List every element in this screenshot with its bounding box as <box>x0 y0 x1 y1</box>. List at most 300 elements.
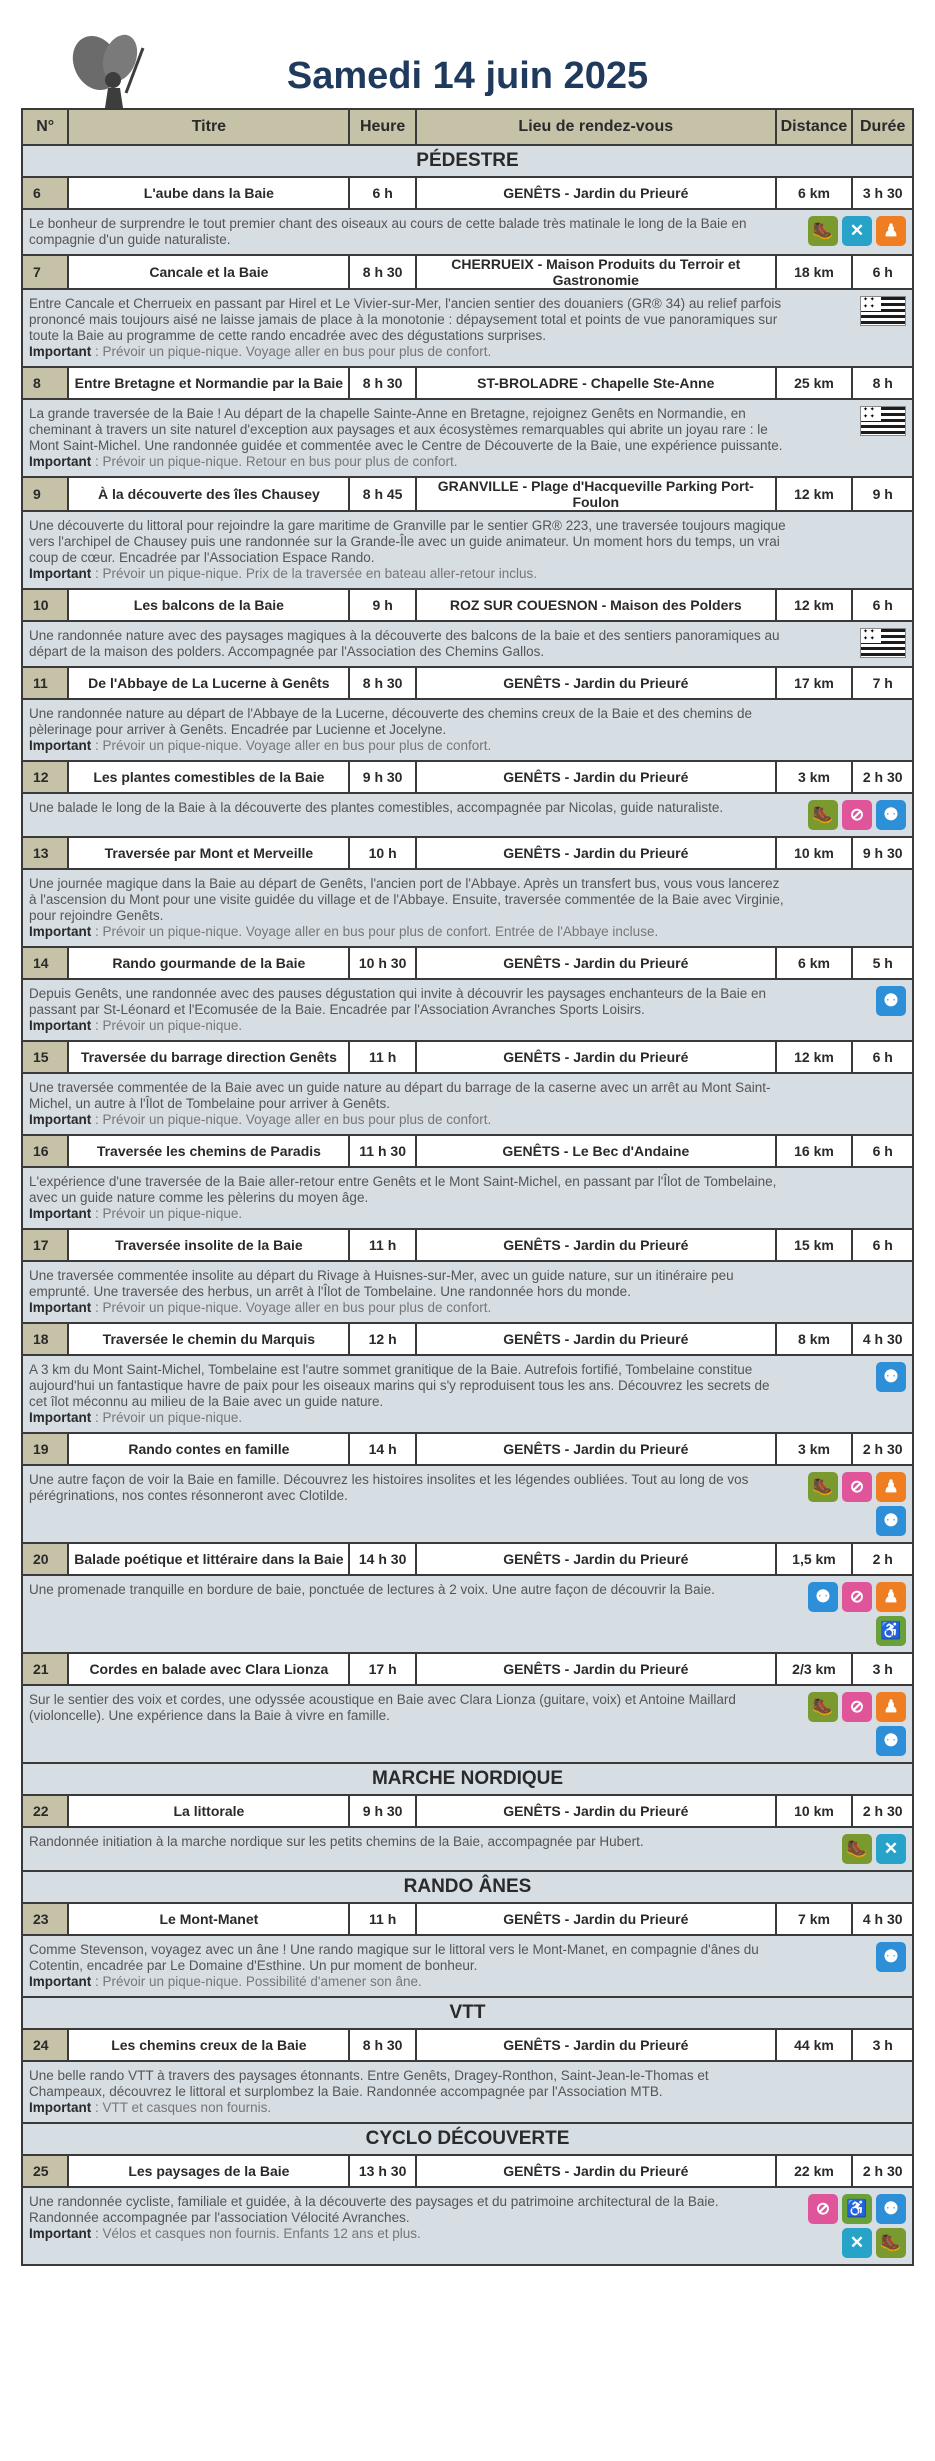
description-text: Le bonheur de surprendre le tout premier chant des oiseaux au cours de cette balade très matinale le long de la Baie en compagnie d'un guide naturaliste. <box>29 216 747 247</box>
activity-duration: 6 h <box>852 589 913 621</box>
activity-number: 17 <box>22 1229 68 1261</box>
activity-description <box>29 1942 786 1990</box>
activity-number: 6 <box>22 177 68 209</box>
activity-row <box>22 1795 913 1827</box>
children-icon: ⚉ <box>876 800 906 830</box>
page-header <box>0 0 935 110</box>
family-icon: ♟ <box>876 1582 906 1612</box>
activity-description-cell <box>22 1685 913 1763</box>
activity-description-row <box>22 1827 913 1871</box>
important-text: Prévoir un pique-nique. Retour en bus pour plus de confort. <box>102 454 458 469</box>
activity-place: GENÊTS - Jardin du Prieuré <box>416 947 776 979</box>
activity-icons <box>794 1692 906 1756</box>
activity-time: 8 h 45 <box>349 477 416 511</box>
col-title-header: Titre <box>68 109 349 145</box>
activity-place: ST-BROLADRE - Chapelle Ste-Anne <box>416 367 776 399</box>
description-text: Une randonnée nature au départ de l'Abbaye de la Lucerne, découverte des chemins creux de la Baie et des chemins de pèlerinage pour arriver à Genêts. Encadrée par Lucienne et Jocelyne. <box>29 706 753 737</box>
activity-row <box>22 367 913 399</box>
activity-duration: 6 h <box>852 1229 913 1261</box>
activity-place: GRANVILLE - Plage d'Hacqueville Parking Port-Foulon <box>416 477 776 511</box>
activity-row <box>22 761 913 793</box>
activity-distance: 22 km <box>776 2155 853 2187</box>
no-stroller-icon: ⊘ <box>842 800 872 830</box>
activity-description-cell <box>22 1073 913 1135</box>
activity-duration: 2 h 30 <box>852 761 913 793</box>
activity-place: GENÊTS - Jardin du Prieuré <box>416 667 776 699</box>
breton-flag-icon <box>860 406 906 436</box>
description-text: Une autre façon de voir la Baie en famille. Découvrez les histoires insolites et les légendes oubliées. Tout au long de vos pérégrinations, nos contes résonneront avec Clotilde. <box>29 1472 749 1503</box>
section-header <box>22 1997 913 2029</box>
activity-description <box>29 1362 786 1426</box>
important-separator: : <box>91 1206 103 1221</box>
section-title: MARCHE NORDIQUE <box>22 1763 913 1795</box>
activity-description <box>29 800 786 816</box>
family-icon: ♟ <box>876 216 906 246</box>
activity-row <box>22 1229 913 1261</box>
activity-description-cell <box>22 209 913 255</box>
activity-number: 25 <box>22 2155 68 2187</box>
children-icon: ⚉ <box>876 986 906 1016</box>
activity-number: 10 <box>22 589 68 621</box>
section-title: RANDO ÂNES <box>22 1871 913 1903</box>
activity-description <box>29 1834 786 1850</box>
activity-duration: 2 h 30 <box>852 2155 913 2187</box>
activity-title: Les plantes comestibles de la Baie <box>68 761 349 793</box>
description-text: Une journée magique dans la Baie au départ de Genêts, l'ancien port de l'Abbaye. Après un transfert bus, vous vous lancerez à l'ascension du Mont pour une visite guidée du village et de l'Abbaye. Ensuite, traversée commentée de la Baie avec Virginie, pour rejoindre Genêts. <box>29 876 784 923</box>
activity-duration: 6 h <box>852 1135 913 1167</box>
activity-icons <box>794 1472 906 1536</box>
activity-distance: 6 km <box>776 177 853 209</box>
activity-number: 18 <box>22 1323 68 1355</box>
important-text: VTT et casques non fournis. <box>102 2100 272 2115</box>
description-text: Une traversée commentée insolite au départ du Rivage à Huisnes-sur-Mer, avec un guide nature, sur un itinéraire peu emprunté. Une traversée des herbus, un arrêt à l'Îlot de Tombelaine. Une randonnée hors du monde. <box>29 1268 734 1299</box>
activity-description-row <box>22 511 913 589</box>
activity-row <box>22 177 913 209</box>
activity-title: La littorale <box>68 1795 349 1827</box>
description-text: Entre Cancale et Cherrueix en passant par Hirel et Le Vivier-sur-Mer, l'ancien sentier des douaniers (GR® 34) au relief parfois prononcé mais toujours aisé ne laisse jamais de place à la monotonie : dépaysement total et points de vue panoramiques sur toute la Baie au programme de cette rando encadrée avec des dégustations surprises. <box>29 296 782 343</box>
description-text: Comme Stevenson, voyagez avec un âne ! Une rando magique sur le littoral vers le Mont-Manet, en compagnie d'ânes du Cotentin, encadrée par Le Domaine d'Esthine. Un pur moment de bonheur. <box>29 1942 759 1973</box>
activity-description <box>29 518 786 582</box>
important-text: Prévoir un pique-nique. Prix de la traversée en bateau aller-retour inclus. <box>102 566 538 581</box>
activity-place: GENÊTS - Jardin du Prieuré <box>416 1433 776 1465</box>
activity-distance: 10 km <box>776 1795 853 1827</box>
wheelchair-icon: ♿ <box>876 1616 906 1646</box>
activity-row <box>22 1653 913 1685</box>
section-title: CYCLO DÉCOUVERTE <box>22 2123 913 2155</box>
activity-icons <box>794 2194 906 2258</box>
important-separator: : <box>91 1018 103 1033</box>
activity-distance: 10 km <box>776 837 853 869</box>
activity-description <box>29 1080 786 1128</box>
activity-time: 17 h <box>349 1653 416 1685</box>
activity-description <box>29 628 786 660</box>
important-separator: : <box>91 1300 103 1315</box>
activity-icons <box>860 406 906 436</box>
activity-icons <box>808 216 906 246</box>
activity-number: 19 <box>22 1433 68 1465</box>
activity-title: Balade poétique et littéraire dans la Baie <box>68 1543 349 1575</box>
important-separator: : <box>91 738 103 753</box>
section-header <box>22 145 913 177</box>
important-label: Important <box>29 1018 92 1033</box>
activity-distance: 3 km <box>776 761 853 793</box>
description-text: A 3 km du Mont Saint-Michel, Tombelaine est l'autre sommet granitique de la Baie. Autrefois fortifié, Tombelaine constitue aujourd'hui un fantastique havre de paix pour les oiseaux marins qui s'y reproduisent tous les ans. Découvrez les secrets de cet îlot méconnu au milieu de la Baie avec un guide nature. <box>29 1362 770 1409</box>
activity-description-cell <box>22 1261 913 1323</box>
description-text: Une traversée commentée de la Baie avec un guide nature au départ du barrage de la caserne avec un arrêt au Mont Saint-Michel, un autre à l'Îlot de Tombelaine pour arriver à Genêts. <box>29 1080 771 1111</box>
activity-place: GENÊTS - Le Bec d'Andaine <box>416 1135 776 1167</box>
activity-number: 16 <box>22 1135 68 1167</box>
table-header <box>22 109 913 145</box>
activity-time: 9 h 30 <box>349 761 416 793</box>
activity-place: GENÊTS - Jardin du Prieuré <box>416 1653 776 1685</box>
activity-title: Traversée du barrage direction Genêts <box>68 1041 349 1073</box>
activity-description-row <box>22 1575 913 1653</box>
important-separator: : <box>91 1112 103 1127</box>
activity-distance: 1,5 km <box>776 1543 853 1575</box>
activity-row <box>22 255 913 289</box>
description-text: Une belle rando VTT à travers des paysages étonnants. Entre Genêts, Dragey-Ronthon, Saint-Jean-le-Thomas et Champeaux, découvrez le littoral et surplombez la Baie. Randonnée accompagnée par l'Association MTB. <box>29 2068 709 2099</box>
activity-description-cell <box>22 511 913 589</box>
activity-title: Traversée le chemin du Marquis <box>68 1323 349 1355</box>
activity-duration: 9 h <box>852 477 913 511</box>
activity-time: 12 h <box>349 1323 416 1355</box>
activity-description-cell <box>22 399 913 477</box>
activity-icons <box>876 1942 906 1972</box>
activity-time: 9 h 30 <box>349 1795 416 1827</box>
no-stroller-icon: ⊘ <box>842 1582 872 1612</box>
activity-description-row <box>22 793 913 837</box>
activity-distance: 7 km <box>776 1903 853 1935</box>
activity-number: 24 <box>22 2029 68 2061</box>
activity-description-cell <box>22 1827 913 1871</box>
activity-description-row <box>22 1935 913 1997</box>
activity-description-row <box>22 979 913 1041</box>
activity-distance: 6 km <box>776 947 853 979</box>
activity-description-cell <box>22 1935 913 1997</box>
activity-description-row <box>22 209 913 255</box>
activity-time: 14 h 30 <box>349 1543 416 1575</box>
activity-place: GENÊTS - Jardin du Prieuré <box>416 2029 776 2061</box>
activity-time: 8 h 30 <box>349 667 416 699</box>
page-title: Samedi 14 juin 2025 <box>286 55 649 97</box>
activity-place: GENÊTS - Jardin du Prieuré <box>416 1229 776 1261</box>
activity-time: 11 h <box>349 1903 416 1935</box>
activity-description-cell <box>22 621 913 667</box>
activity-duration: 6 h <box>852 1041 913 1073</box>
description-text: Une balade le long de la Baie à la découverte des plantes comestibles, accompagnée par Nicolas, guide naturaliste. <box>29 800 724 815</box>
children-icon: ⚉ <box>876 1506 906 1536</box>
activity-description <box>29 216 786 248</box>
no-dog-icon: ✕ <box>842 216 872 246</box>
description-text: Une promenade tranquille en bordure de baie, ponctuée de lectures à 2 voix. Une autre façon de découvrir la Baie. <box>29 1582 715 1597</box>
activity-description-cell <box>22 699 913 761</box>
activity-time: 9 h <box>349 589 416 621</box>
activity-number: 21 <box>22 1653 68 1685</box>
activity-description <box>29 706 786 754</box>
important-label: Important <box>29 1410 92 1425</box>
activity-description-row <box>22 2187 913 2265</box>
activity-time: 11 h 30 <box>349 1135 416 1167</box>
important-label: Important <box>29 1974 92 1989</box>
important-label: Important <box>29 1206 92 1221</box>
activity-duration: 2 h 30 <box>852 1433 913 1465</box>
activity-distance: 18 km <box>776 255 853 289</box>
description-text: Une randonnée nature avec des paysages magiques à la découverte des balcons de la baie et des sentiers panoramiques au départ de la maison des polders. Accompagnée par l'Association des Chemins Gallos. <box>29 628 780 659</box>
activity-time: 6 h <box>349 177 416 209</box>
activity-place: GENÊTS - Jardin du Prieuré <box>416 1543 776 1575</box>
activity-row <box>22 947 913 979</box>
activity-place: GENÊTS - Jardin du Prieuré <box>416 177 776 209</box>
activity-description-cell <box>22 2187 913 2265</box>
activity-number: 13 <box>22 837 68 869</box>
activity-description-cell <box>22 1355 913 1433</box>
activity-place: GENÊTS - Jardin du Prieuré <box>416 2155 776 2187</box>
activity-distance: 25 km <box>776 367 853 399</box>
no-dog-icon: ✕ <box>876 1834 906 1864</box>
boot-icon: 🥾 <box>808 800 838 830</box>
important-label: Important <box>29 1112 92 1127</box>
activity-title: Cancale et la Baie <box>68 255 349 289</box>
table-body <box>22 145 913 2265</box>
activity-row <box>22 1135 913 1167</box>
activity-time: 8 h 30 <box>349 255 416 289</box>
activity-description-row <box>22 2061 913 2123</box>
important-label: Important <box>29 1300 92 1315</box>
activity-description <box>29 1582 786 1598</box>
activity-place: GENÊTS - Jardin du Prieuré <box>416 1795 776 1827</box>
activity-place: GENÊTS - Jardin du Prieuré <box>416 1041 776 1073</box>
activity-description-row <box>22 1685 913 1763</box>
important-text: Prévoir un pique-nique. Voyage aller en bus pour plus de confort. <box>102 1300 492 1315</box>
activity-place: GENÊTS - Jardin du Prieuré <box>416 1323 776 1355</box>
activity-title: Traversée les chemins de Paradis <box>68 1135 349 1167</box>
no-stroller-icon: ⊘ <box>842 1692 872 1722</box>
no-stroller-icon: ⊘ <box>842 1472 872 1502</box>
activity-description-row <box>22 621 913 667</box>
activity-time: 14 h <box>349 1433 416 1465</box>
description-text: Une découverte du littoral pour rejoindre la gare maritime de Granville par le sentier GR® 223, une traversée toujours magique vers l'archipel de Chausey puis une randonnée sur la Grande-Île avec un guide animateur. Un moment hors du temps, un vrai coup de cœur. Encadrée par l'Association Espace Rando. <box>29 518 786 565</box>
activity-row <box>22 1903 913 1935</box>
important-text: Prévoir un pique-nique. Voyage aller en bus pour plus de confort. <box>102 738 492 753</box>
activity-duration: 6 h <box>852 255 913 289</box>
important-separator: : <box>91 924 103 939</box>
activity-row <box>22 1323 913 1355</box>
important-text: Prévoir un pique-nique. <box>102 1018 243 1033</box>
activity-row <box>22 1543 913 1575</box>
activity-icons <box>860 296 906 326</box>
activity-time: 11 h <box>349 1041 416 1073</box>
col-distance-header: Distance <box>776 109 853 145</box>
section-header <box>22 2123 913 2155</box>
activity-row <box>22 837 913 869</box>
activity-distance: 15 km <box>776 1229 853 1261</box>
activity-number: 23 <box>22 1903 68 1935</box>
important-separator: : <box>91 1410 103 1425</box>
activity-description <box>29 406 786 470</box>
activity-row <box>22 477 913 511</box>
activity-description <box>29 1174 786 1222</box>
important-text: Prévoir un pique-nique. Voyage aller en bus pour plus de confort. <box>102 1112 492 1127</box>
important-label: Important <box>29 924 92 939</box>
activity-title: Traversée insolite de la Baie <box>68 1229 349 1261</box>
boot-icon: 🥾 <box>876 2228 906 2258</box>
important-text: Prévoir un pique-nique. Voyage aller en bus pour plus de confort. Entrée de l'Abbaye incluse. <box>102 924 659 939</box>
description-text: Sur le sentier des voix et cordes, une odyssée acoustique en Baie avec Clara Lionza (guitare, voix) et Antoine Maillard (violoncelle). Une expérience dans la Baie à vivre en famille. <box>29 1692 736 1723</box>
col-time-header: Heure <box>349 109 416 145</box>
children-icon: ⚉ <box>876 2194 906 2224</box>
activity-place: GENÊTS - Jardin du Prieuré <box>416 761 776 793</box>
section-header <box>22 1763 913 1795</box>
activity-distance: 12 km <box>776 589 853 621</box>
activity-duration: 3 h 30 <box>852 177 913 209</box>
activity-description-cell <box>22 1465 913 1543</box>
activity-description <box>29 296 786 360</box>
activity-row <box>22 1433 913 1465</box>
activity-description-cell <box>22 793 913 837</box>
important-label: Important <box>29 738 92 753</box>
activity-icons <box>860 628 906 658</box>
activity-distance: 44 km <box>776 2029 853 2061</box>
activity-title: Traversée par Mont et Merveille <box>68 837 349 869</box>
activity-distance: 12 km <box>776 477 853 511</box>
family-icon: ♟ <box>876 1692 906 1722</box>
important-separator: : <box>91 2100 103 2115</box>
wheelchair-icon: ♿ <box>842 2194 872 2224</box>
col-num-header: N° <box>22 109 68 145</box>
activity-description-row <box>22 699 913 761</box>
activity-description-cell <box>22 2061 913 2123</box>
description-text: Une randonnée cycliste, familiale et guidée, à la découverte des paysages et du patrimoine architectural de la Baie. Randonnée accompagnée par l'association Vélocité Avranches. <box>29 2194 719 2225</box>
activity-duration: 3 h <box>852 2029 913 2061</box>
important-separator: : <box>91 566 103 581</box>
activity-distance: 2/3 km <box>776 1653 853 1685</box>
activity-distance: 8 km <box>776 1323 853 1355</box>
activity-description-row <box>22 1465 913 1543</box>
important-text: Prévoir un pique-nique. <box>102 1410 243 1425</box>
important-label: Important <box>29 344 92 359</box>
important-label: Important <box>29 2226 92 2241</box>
activity-description-cell <box>22 979 913 1041</box>
activity-place: GENÊTS - Jardin du Prieuré <box>416 1903 776 1935</box>
activity-time: 8 h 30 <box>349 367 416 399</box>
important-text: Prévoir un pique-nique. Voyage aller en bus pour plus de confort. <box>102 344 492 359</box>
important-label: Important <box>29 2100 92 2115</box>
activity-description-cell <box>22 869 913 947</box>
section-header <box>22 1871 913 1903</box>
activity-title: Les paysages de la Baie <box>68 2155 349 2187</box>
activity-title: L'aube dans la Baie <box>68 177 349 209</box>
important-label: Important <box>29 566 92 581</box>
activity-description-cell <box>22 1167 913 1229</box>
boot-icon: 🥾 <box>808 1472 838 1502</box>
important-text: Prévoir un pique-nique. <box>102 1206 243 1221</box>
activity-distance: 3 km <box>776 1433 853 1465</box>
activity-number: 15 <box>22 1041 68 1073</box>
activity-description-row <box>22 1261 913 1323</box>
program-table <box>21 108 914 2266</box>
activity-number: 9 <box>22 477 68 511</box>
activity-duration: 9 h 30 <box>852 837 913 869</box>
boot-icon: 🥾 <box>808 1692 838 1722</box>
children-icon: ⚉ <box>876 1362 906 1392</box>
activity-icons <box>842 1834 906 1864</box>
activity-duration: 2 h 30 <box>852 1795 913 1827</box>
family-icon: ♟ <box>876 1472 906 1502</box>
activity-title: Entre Bretagne et Normandie par la Baie <box>68 367 349 399</box>
activity-duration: 4 h 30 <box>852 1903 913 1935</box>
activity-description-row <box>22 289 913 367</box>
activity-time: 11 h <box>349 1229 416 1261</box>
activity-duration: 4 h 30 <box>852 1323 913 1355</box>
activity-icons <box>794 1582 906 1646</box>
activity-number: 8 <box>22 367 68 399</box>
activity-description <box>29 2068 786 2116</box>
activity-title: Rando gourmande de la Baie <box>68 947 349 979</box>
important-label: Important <box>29 454 92 469</box>
activity-time: 13 h 30 <box>349 2155 416 2187</box>
activity-distance: 16 km <box>776 1135 853 1167</box>
activity-description-row <box>22 1167 913 1229</box>
activity-description-row <box>22 1355 913 1433</box>
breton-flag-icon <box>860 296 906 326</box>
description-text: L'expérience d'une traversée de la Baie aller-retour entre Genêts et le Mont Saint-Michel, en passant par l'Îlot de Tombelaine, avec un guide nature comme les pèlerins du moyen âge. <box>29 1174 777 1205</box>
no-dog-icon: ✕ <box>842 2228 872 2258</box>
children-icon: ⚉ <box>808 1582 838 1612</box>
no-stroller-icon: ⊘ <box>808 2194 838 2224</box>
activity-number: 11 <box>22 667 68 699</box>
activity-row <box>22 1041 913 1073</box>
activity-description-cell <box>22 1575 913 1653</box>
important-text: Prévoir un pique-nique. Possibilité d'amener son âne. <box>102 1974 422 1989</box>
activity-title: Les chemins creux de la Baie <box>68 2029 349 2061</box>
important-separator: : <box>91 454 103 469</box>
activity-duration: 7 h <box>852 667 913 699</box>
activity-row <box>22 2029 913 2061</box>
activity-description-row <box>22 399 913 477</box>
col-duration-header: Durée <box>852 109 913 145</box>
activity-number: 14 <box>22 947 68 979</box>
activity-icons <box>808 800 906 830</box>
breton-flag-icon <box>860 628 906 658</box>
activity-description <box>29 2194 786 2242</box>
activity-description-row <box>22 1073 913 1135</box>
activity-description <box>29 986 786 1034</box>
activity-distance: 12 km <box>776 1041 853 1073</box>
activity-duration: 5 h <box>852 947 913 979</box>
activity-number: 22 <box>22 1795 68 1827</box>
boot-icon: 🥾 <box>842 1834 872 1864</box>
activity-place: GENÊTS - Jardin du Prieuré <box>416 837 776 869</box>
activity-description-cell <box>22 289 913 367</box>
section-title: PÉDESTRE <box>22 145 913 177</box>
description-text: Depuis Genêts, une randonnée avec des pauses dégustation qui invite à découvrir les paysages enchanteurs de la Baie en passant par St-Léonard et l'Ecomusée de la Baie. Encadrée par l'Association Avranches Sports Loisirs. <box>29 986 766 1017</box>
activity-duration: 8 h <box>852 367 913 399</box>
activity-duration: 3 h <box>852 1653 913 1685</box>
description-text: La grande traversée de la Baie ! Au départ de la chapelle Sainte-Anne en Bretagne, rejoignez Genêts en Normandie, en cheminant à travers un site naturel d'exception aux paysages et aux écosystèmes remarquables qui abrite un joyau rare : le Mont Saint-Michel. Une randonnée guidée et commentée avec le Centre de Découverte de la Baie, une expérience puissante. <box>29 406 783 453</box>
activity-place: CHERRUEIX - Maison Produits du Terroir et Gastronomie <box>416 255 776 289</box>
children-icon: ⚉ <box>876 1726 906 1756</box>
activity-icons <box>876 1362 906 1392</box>
activity-number: 20 <box>22 1543 68 1575</box>
important-separator: : <box>91 2226 103 2241</box>
activity-row <box>22 589 913 621</box>
activity-place: ROZ SUR COUESNON - Maison des Polders <box>416 589 776 621</box>
activity-number: 12 <box>22 761 68 793</box>
boot-icon: 🥾 <box>808 216 838 246</box>
activity-title: À la découverte des îles Chausey <box>68 477 349 511</box>
activity-description-row <box>22 869 913 947</box>
activity-title: Le Mont-Manet <box>68 1903 349 1935</box>
